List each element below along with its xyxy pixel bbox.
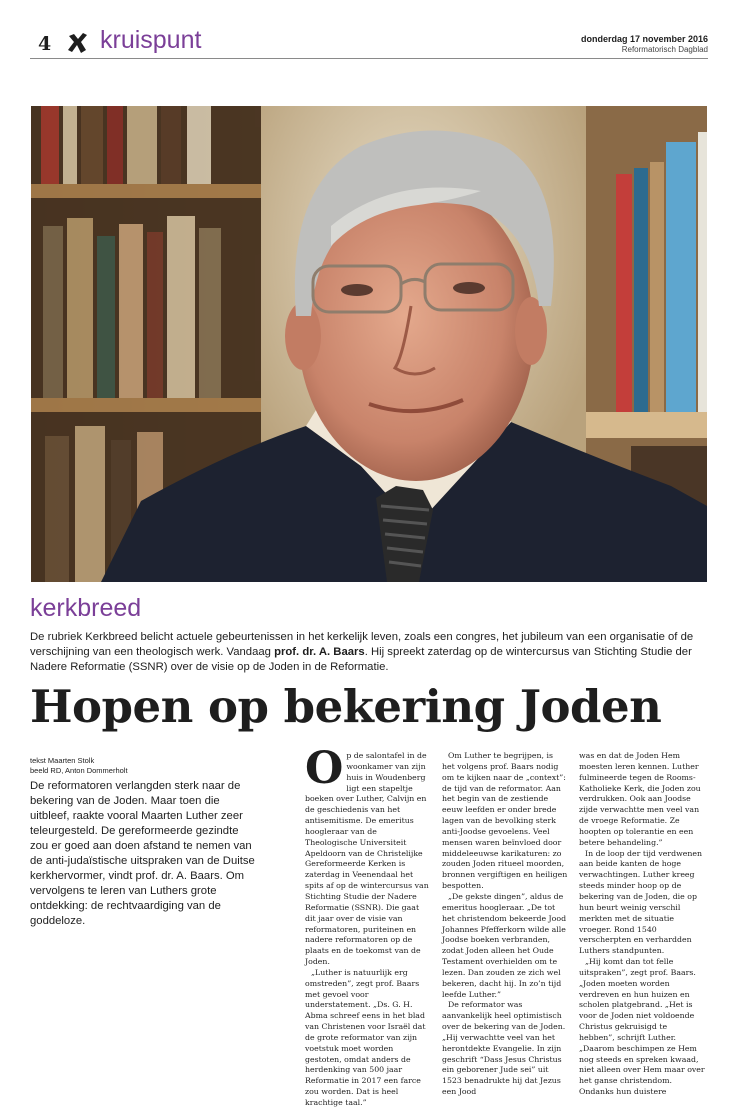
paragraph: „Hij komt dan tot felle uitspraken”, zegt prof. Baars. „Joden moeten worden verdreven en hun huizen en scholen platgebrand. „Het is voor de Joden niet voldoende Christus gekruisigd te hebben”, schrijft Luther. „Daarom beschimpen ze Hem nog steeds en spreken kwaad, niet alleen over Hem maar over het ganse christendom. Ondanks hun duistere (579, 957, 705, 1097)
article-column-1 (305, 743, 431, 1109)
dropcap: O (305, 743, 344, 794)
rubric-title: kerkbreed (30, 594, 142, 622)
paragraph: was en dat de Joden Hem moesten leren kennen. Luther fulmineerde tegen de Rooms-Katholieke Kerk, die Joden zou verdrukken. Ook aan Joodse zijde verwachtte men veel van de vroege Reformatie. Ze hoopten op tolerantie en een betere behandeling.” (579, 751, 701, 847)
newspaper-name: Reformatorisch Dagblad (621, 45, 708, 54)
article-lead: De reformatoren verlangden sterk naar de bekering van de Joden. Maar toen die uitbleef, raakte vooral Maarten Luther zeer teleurgesteld. De gereformeerde gezindte zou er goed aan doen afstand te nemen van de anti-judaïstische uitspraken van de Duitse kerkhervormer, vindt prof. dr. A. Baars. Om vervolgens te leren van Luthers grote ontdekking: de rechtvaardiging van de goddeloze. (30, 780, 255, 927)
issue-date: donderdag 17 november 2016 (580, 34, 708, 44)
credit-photo: beeld RD, Anton Dommerholt (30, 766, 128, 775)
portrait-photo (31, 106, 707, 582)
page-number: 4 (38, 33, 52, 55)
paragraph: „De gekste dingen”, aldus de emeritus hoogleraar. „De tot het christendom bekeerde Jood Johannes Pfefferkorn wilde alle Joodse boeken verbranden, zodat Joden alleen het Oude Testament overhielden om te lezen. Dan zouden ze zich wel bekeren, dacht hij. In zo’n tijd leefde Luther.” (442, 891, 567, 999)
paragraph: Om Luther te begrijpen, is het volgens prof. Baars nodig om te kijken naar de „context”: de tijd van de reformator. Aan het begin van de zestiende eeuw leefden er onder brede lagen van de bevolking sterk anti-Joodse gevoelens. Veel mensen waren beïnvloed door middeleeuwse karikaturen: zo zouden Joden ritueel moorden, bronnen vergiftigen en heiligen bespotten. (442, 751, 568, 891)
article-credits (30, 756, 128, 776)
header-divider (30, 58, 708, 59)
section-name: kruispunt (100, 26, 202, 54)
paragraph: In de loop der tijd verdwenen aan beide kanten de hoge verwachtingen. Luther kreeg steeds minder hoop op de bekering van de Joden, die op hun beurt weinig verschil merkten met de situatie vroeger. Rond 1540 verscherpten en verhardden Luthers standpunten. (579, 848, 703, 956)
article-column-2 (442, 751, 568, 1098)
rubric-intro-name: prof. dr. A. Baars (274, 646, 365, 658)
article-column-3 (579, 751, 705, 1098)
kruispunt-logo-icon (66, 31, 90, 55)
rubric-intro: De rubriek Kerkbreed belicht actuele gebeurtenissen in het kerkelijk leven, zoals een congres, het jubileum van een organisatie of de verschijning van een theologisch werk. Vandaag prof. dr. A. Baars. Hij spreekt zaterdag op de wintercursus van Stichting Studie der Nadere Reformatie (SSNR) over de visie op de Joden in de Reformatie. (30, 631, 694, 673)
article-headline: Hopen op bekering Joden (30, 680, 662, 733)
credit-text: tekst Maarten Stolk (30, 756, 95, 765)
paragraph: De reformator was aanvankelijk heel optimistisch over de bekering van de Joden. „Hij verwachtte veel van het herontdekte Evangelie. In zijn geschrift “Dass Jesus Christus ein geborener Jude sei” uit 1523 benadrukte hij dat Jezus een Jood (442, 1000, 566, 1097)
paragraph: „Luther is natuurlijk erg omstreden”, zegt prof. Baars met gevoel voor understatement. „Ds. G. H. Abma schreef eens in het blad van Christenen voor Israël dat de grote reformator van zijn voetstuk moet worden gestoten, omdat anders de herdenking van 500 jaar Reformatie in 2017 een farce zou worden. Dat is heel krachtige taal.” (305, 967, 426, 1107)
paragraph: Op de salontafel in de woonkamer van zijn huis in Woudenberg ligt een stapeltje boeken over Luther, Calvijn en de geschiedenis van het antisemitisme. De emeritus hoogleraar van de Theologische Universiteit Apeldoorn van de Christelijke Gereformeerde Kerken is zaterdag in Veenendaal het spits af op de wintercursus van Stichting Studie der Nadere Reformatie (SSNR). Die gaat dit jaar over de visie van reformatoren, puriteinen en nadere reformatoren op de plaats en de toekomst van de Joden. (305, 743, 429, 967)
